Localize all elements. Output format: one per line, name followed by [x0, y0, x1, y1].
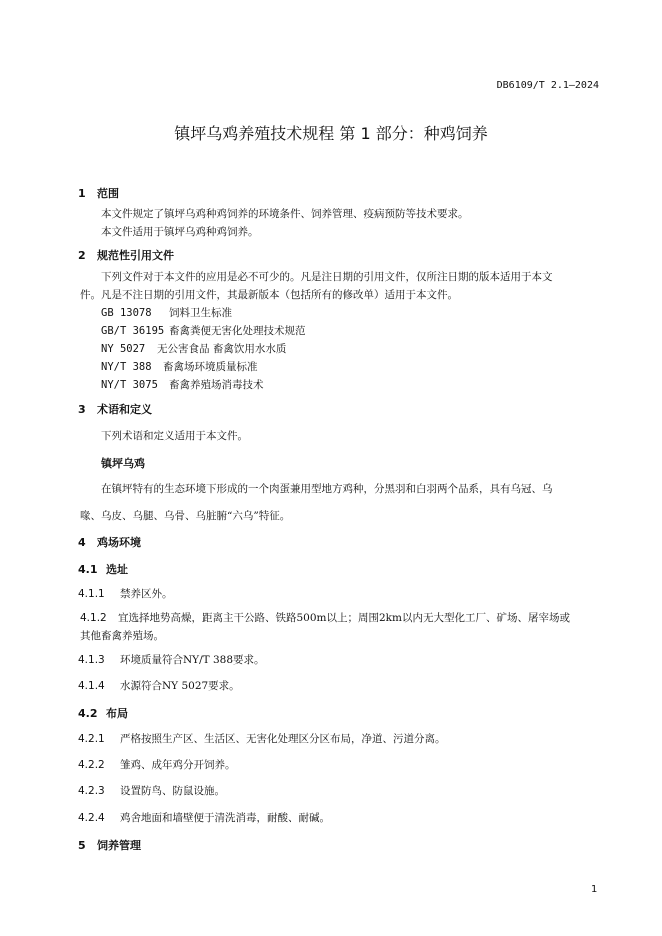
- clause: [78, 783, 225, 798]
- section-title: 范围: [97, 187, 119, 200]
- reference-code: NY 5027: [101, 343, 146, 355]
- section-title: 鸡场环境: [97, 536, 141, 549]
- subsection-number: 4.1: [78, 563, 98, 576]
- clause-number: 4.2.1: [78, 733, 105, 745]
- clause-text: 严格按照生产区、生活区、无害化处理区分区布局，净道、污道分离。: [120, 733, 446, 745]
- clause-text: 设置防鸟、防鼠设施。: [120, 785, 225, 797]
- clause: [78, 678, 240, 693]
- section-number: 2: [78, 249, 86, 262]
- subsection-heading: [78, 705, 128, 721]
- section-number: 3: [78, 403, 86, 416]
- clause-text: 雏鸡、成年鸡分开饲养。: [120, 759, 236, 771]
- subsection-heading: [78, 561, 128, 577]
- paragraph: 下列文件对于本文件的应用是必不可少的。凡是注日期的引用文件，仅所注日期的版本适用于本文: [101, 271, 553, 283]
- clause-number: 4.1.4: [78, 680, 105, 692]
- clause-number: 4.1.1: [78, 588, 105, 600]
- reference-code: NY/T 388: [101, 361, 152, 373]
- paragraph: 件。凡是不注日期的引用文件，其最新版本（包括所有的修改单）适用于本文件。: [80, 289, 458, 301]
- term-definition: 喙、乌皮、乌腿、乌骨、乌脏腑“六乌”特征。: [80, 510, 291, 522]
- reference-item: [101, 323, 306, 338]
- clause-text: 环境质量符合NY/T 388要求。: [120, 654, 265, 666]
- reference-title: 畜禽场环境质量标准: [163, 361, 258, 373]
- clause-text: 鸡舍地面和墙壁便于清洗消毒，耐酸、耐碱。: [120, 812, 330, 824]
- reference-item: [101, 341, 286, 356]
- reference-item: [101, 377, 264, 392]
- reference-code: GB 13078: [101, 307, 152, 319]
- document-title: 镇坪乌鸡养殖技术规程 第 1 部分：种鸡饲养: [174, 124, 488, 143]
- paragraph: 本文件规定了镇坪乌鸡种鸡饲养的环境条件、饲养管理、疫病预防等技术要求。: [101, 208, 469, 220]
- clause: [78, 810, 330, 825]
- reference-item: [101, 305, 232, 320]
- reference-title: 无公害食品 畜禽饮用水水质: [157, 343, 287, 355]
- clause-number: 4.2.3: [78, 785, 105, 797]
- paragraph: 本文件适用于镇坪乌鸡种鸡饲养。: [101, 226, 259, 238]
- clause: [80, 609, 601, 645]
- section-heading: [78, 185, 119, 201]
- page-number: 1: [591, 884, 598, 895]
- clause: [78, 652, 265, 667]
- reference-code: NY/T 3075: [101, 379, 158, 391]
- clause-text: 禁养区外。: [120, 588, 173, 600]
- document-id: DB6109/T 2.1—2024: [496, 80, 599, 91]
- reference-title: 饲料卫生标准: [169, 307, 232, 319]
- subsection-number: 4.2: [78, 707, 98, 720]
- term-name: 镇坪乌鸡: [101, 457, 145, 470]
- clause-number: 4.2.4: [78, 812, 105, 824]
- section-heading: [78, 534, 141, 550]
- clause-number: 4.1.3: [78, 654, 105, 666]
- subsection-title: 布局: [106, 707, 128, 720]
- reference-item: [101, 359, 258, 374]
- section-title: 术语和定义: [97, 403, 152, 416]
- section-number: 1: [78, 187, 86, 200]
- clause-number: 4.2.2: [78, 759, 105, 771]
- section-heading: [78, 837, 141, 853]
- paragraph: 下列术语和定义适用于本文件。: [101, 430, 248, 442]
- clause: [78, 757, 236, 772]
- section-title: 饲养管理: [97, 839, 141, 852]
- clause-text: 水源符合NY 5027要求。: [120, 680, 240, 692]
- clause-number: 4.1.2: [80, 612, 107, 624]
- clause: [78, 731, 446, 746]
- term-definition: 在镇坪特有的生态环境下形成的一个肉蛋兼用型地方鸡种，分黑羽和白羽两个品系，具有乌冠、乌: [101, 483, 553, 495]
- section-number: 4: [78, 536, 86, 549]
- clause-text: 其他畜禽养殖场。: [80, 630, 164, 642]
- reference-code: GB/T 36195: [101, 325, 165, 337]
- section-number: 5: [78, 839, 86, 852]
- reference-title: 畜禽养殖场消毒技术: [169, 379, 264, 391]
- clause-text: 宜选择地势高燥，距离主干公路、铁路500m以上；周围2km以内无大型化工厂、矿场、屠宰场或: [118, 612, 570, 624]
- subsection-title: 选址: [106, 563, 128, 576]
- clause: [78, 586, 173, 601]
- section-heading: [78, 247, 174, 263]
- section-heading: [78, 401, 152, 417]
- section-title: 规范性引用文件: [97, 249, 174, 262]
- reference-title: 畜禽粪便无害化处理技术规范: [169, 325, 306, 337]
